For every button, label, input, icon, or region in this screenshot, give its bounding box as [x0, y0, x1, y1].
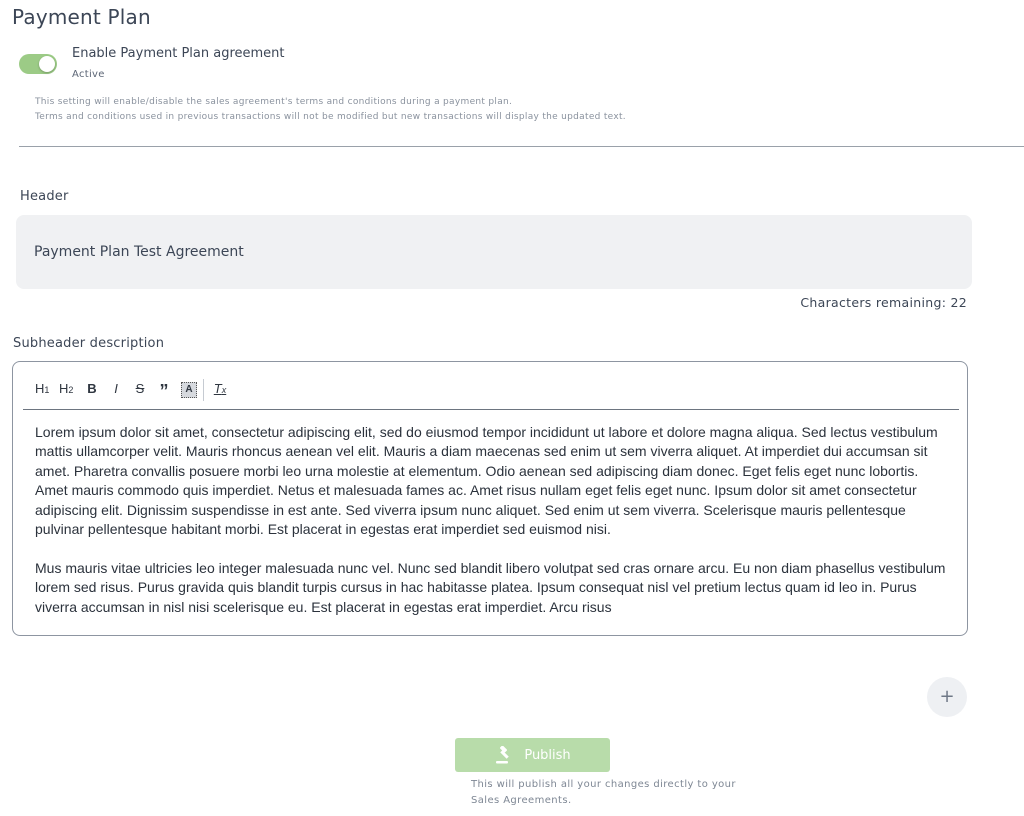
italic-button[interactable]: I [114, 381, 118, 396]
toggle-label: Enable Payment Plan agreement [72, 46, 285, 61]
header-label: Header [20, 189, 69, 204]
editor-paragraph-1: Lorem ipsum dolor sit amet, consectetur adipiscing elit, sed do eiusmod tempor incididunt ut labore et dolore magna aliqua. Sed lectus vestibulum mattis ullamcorper velit. Mauris rhoncus aenean vel elit. Mauris a diam maecenas sed enim ut sem viverra aliquet. At imperdiet dui accumsan sit amet. Pharetra convallis posuere morbi leo urna molestie at elementum. Odio aenean sed adipiscing diam donec. Eget felis eget nunc lobortis. Amet mauris commodo quis imperdiet. Netus et malesuada fames ac. Amet risus nullam eget felis eget nunc. Ipsum dolor sit amet consectetur adipiscing elit. Dignissim suspendisse in est ante. Sed viverra ipsum nunc aliquet. Sed enim ut sem viverra. Scelerisque mauris pellentesque pulvinar pellentesque habitant morbi. Est placerat in egestas erat imperdiet sed euismod nisi. [35, 424, 938, 538]
editor-content[interactable] [35, 423, 950, 636]
characters-remaining: Characters remaining: 22 [800, 295, 967, 310]
toggle-knob [39, 56, 55, 72]
strikethrough-button[interactable]: S [135, 381, 145, 396]
heading-1-button[interactable]: H1 [35, 381, 50, 396]
section-divider [19, 146, 1024, 147]
clear-format-button[interactable]: Tx [213, 381, 227, 396]
publish-label: Publish [524, 747, 571, 763]
editor-toolbar [23, 362, 959, 410]
header-input[interactable] [16, 215, 972, 289]
help-text-line-2: Terms and conditions used in previous transactions will not be modified but new transactions will display the updated text. [35, 112, 626, 122]
toolbar-separator [203, 379, 204, 401]
page-title: Payment Plan [12, 5, 151, 29]
publish-note-line-2: Sales Agreements. [471, 795, 572, 806]
heading-2-button[interactable]: H2 [59, 381, 74, 396]
add-button[interactable]: + [927, 677, 967, 717]
blockquote-button[interactable]: ” [159, 381, 169, 401]
gavel-icon [494, 746, 514, 764]
publish-note-line-1: This will publish all your changes directly to your [471, 779, 736, 790]
publish-button[interactable] [455, 738, 610, 772]
bold-button[interactable]: B [87, 381, 97, 396]
help-text-line-1: This setting will enable/disable the sales agreement's terms and conditions during a payment plan. [35, 97, 513, 107]
payment-plan-toggle[interactable] [19, 54, 57, 74]
toggle-status: Active [72, 69, 105, 80]
highlight-button[interactable]: A [181, 382, 197, 398]
rich-text-editor[interactable] [12, 361, 968, 636]
editor-paragraph-2: Mus mauris vitae ultricies leo integer malesuada nunc vel. Nunc sed blandit libero volutpat sed cras ornare arcu. Eu non diam phasellus vestibulum lorem sed risus. Purus gravida quis blandit turpis cursus in hac habitasse platea. Ipsum consequat nisl vel pretium lectus quam id leo in. Purus viverra accumsan in nisl nisi scelerisque eu. Est placerat in egestas erat imperdiet. Arcu risus [35, 559, 946, 615]
subheader-label: Subheader description [13, 336, 165, 351]
